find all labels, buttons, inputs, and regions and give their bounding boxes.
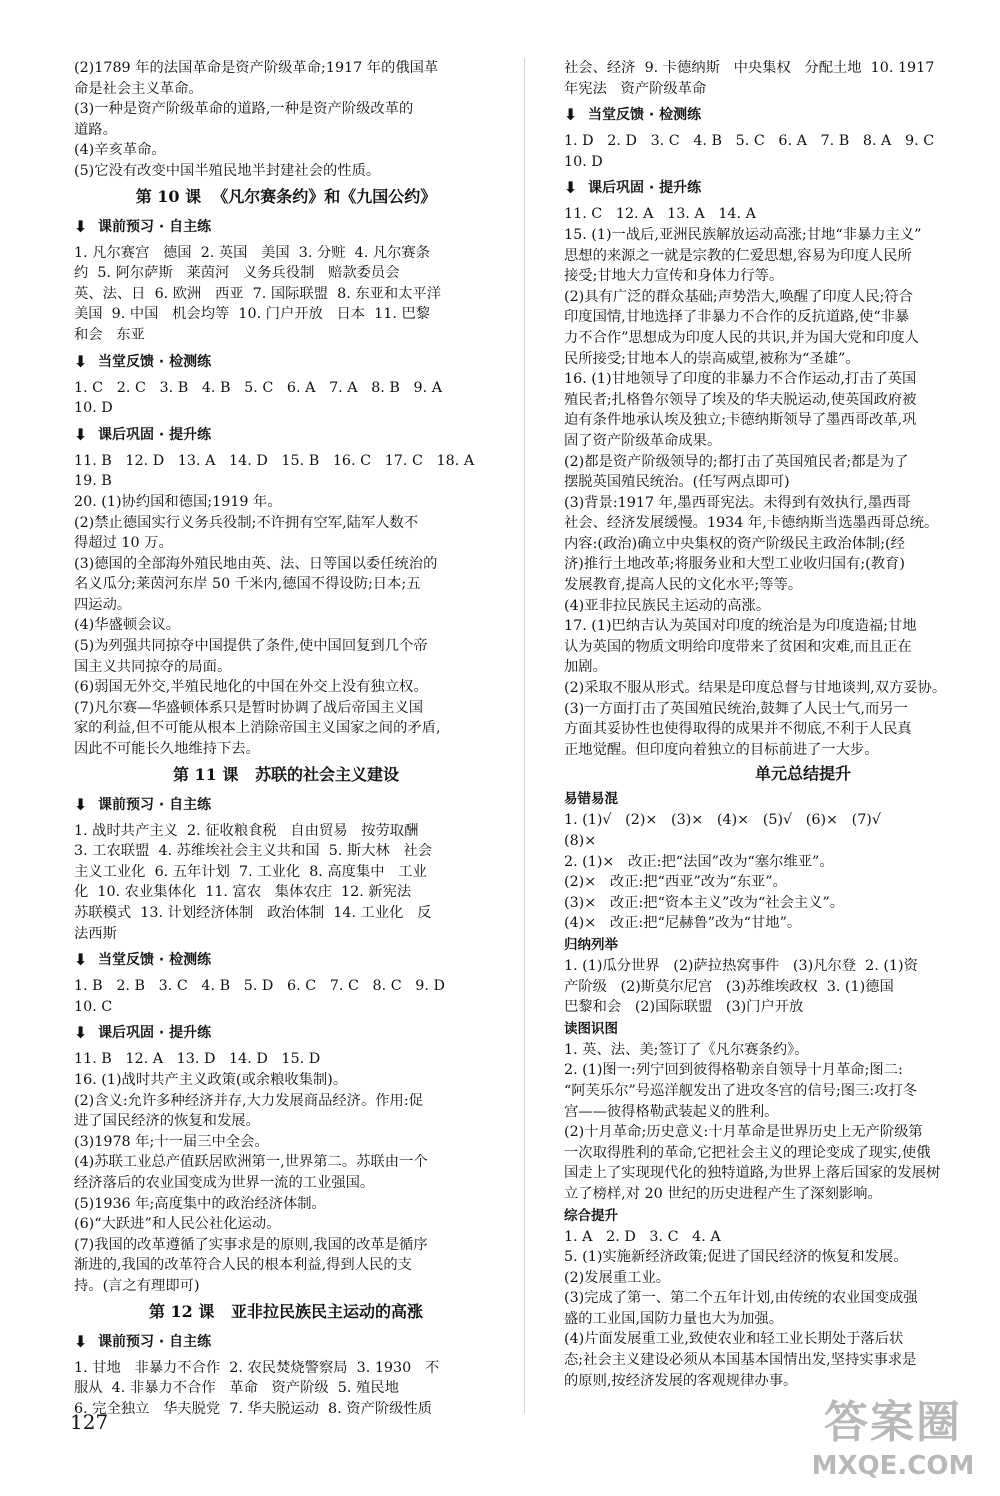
answer-line: (5)为列强共同掠夺中国提供了条件,使中国回复到几个帝 xyxy=(74,638,428,655)
answer-line: 1. 凡尔赛宫 德国 2. 英国 美国 3. 分赃 4. 凡尔赛条 xyxy=(74,244,431,261)
answer-line: 内容:(政治)确立中央集权的资产阶级民主政治体制;(经 xyxy=(564,535,905,552)
section-header-label: 课前预习 · 自主练 xyxy=(98,218,212,235)
answer-line: 和会 东亚 xyxy=(74,326,145,343)
answer-line: 10. D xyxy=(74,400,113,417)
section-header xyxy=(74,421,498,449)
watermark-url: MXQE.COM xyxy=(811,1451,975,1481)
section-header-label: 当堂反馈 · 检测练 xyxy=(588,107,702,124)
answer-line: 主义工业化 6. 五年计划 7. 工业化 8. 高度集中 工业 xyxy=(74,863,427,880)
answer-line: 民所接受;甘地本人的崇高威望,被称为“圣雄”。 xyxy=(564,350,860,367)
answer-line: 1. 甘地 非暴力不合作 2. 农民焚烧警察局 3. 1930 不 xyxy=(74,1359,440,1376)
answer-line: 家的利益,但不可能从根本上消除帝国主义国家之间的矛盾, xyxy=(74,720,441,737)
answer-line: 认为英国的物质文明给印度带来了贫困和灾难,而且正在 xyxy=(564,638,912,655)
answer-line: 正地觉醒。但印度向着独立的目标前进了一大步。 xyxy=(564,741,879,758)
answer-line: (2)十月革命;历史意义:十月革命是世界历史上无产阶级第 xyxy=(564,1124,923,1141)
answer-line: 1. A 2. D 3. C 4. A xyxy=(564,1228,721,1245)
answer-line: 盛的工业国,国防力量也大为加强。 xyxy=(564,1310,783,1327)
subsection-heading: 综合提升 xyxy=(564,1207,618,1224)
answer-line: (3)完成了第一、第二个五年计划,由传统的农业国变成强 xyxy=(564,1290,918,1307)
answer-line: (8)× xyxy=(564,833,597,849)
answer-line: (2)具有广泛的群众基础;声势浩大,唤醒了印度人民;符合 xyxy=(564,288,913,305)
answer-line: 美国 9. 中国 机会均等 10. 门户开放 日本 11. 巴黎 xyxy=(74,306,431,323)
answer-line: 的原则,按经济发展的客观规律办事。 xyxy=(564,1372,798,1389)
right-column xyxy=(564,58,982,1391)
answer-line: (3)德国的全部海外殖民地由英、法、日等国以委任统治的 xyxy=(74,555,438,572)
answer-line: 6. 完全独立 华夫脱党 7. 华夫脱运动 8. 资产阶级性质 xyxy=(74,1400,433,1417)
answer-line: 苏联模式 13. 计划经济体制 政治体制 14. 工业化 反 xyxy=(74,905,432,921)
answer-line: 11. B 12. D 13. A 14. D 15. B 16. C 17. C 18. A xyxy=(74,452,475,469)
down-arrow-icon: ⬇ xyxy=(564,105,578,125)
answer-line: (4)苏联工业总产值跃居欧洲第一,世界第二。苏联由一个 xyxy=(74,1154,428,1171)
answer-line: (3)1978 年;十一届三中全会。 xyxy=(74,1133,269,1150)
answer-line: 2. (1)图一:列宁回到彼得格勒亲自领导十月革命;图二: xyxy=(564,1062,903,1079)
subsection-heading: 易错易混 xyxy=(564,791,618,808)
answer-line: (4)× 改正:把“尼赫鲁”改为“甘地”。 xyxy=(564,915,802,932)
answer-line: 11. B 12. A 13. D 14. D 15. D xyxy=(74,1051,321,1068)
answer-line: 渐进的,我国的改革符合人民的根本利益,得到人民的支 xyxy=(74,1257,412,1274)
answer-line: 国主义共同掠夺的局面。 xyxy=(74,658,232,675)
subsection-heading: 读图识图 xyxy=(564,1020,618,1037)
answer-line: 得超过 10 万。 xyxy=(74,535,173,552)
lesson-title: 第 10 课 《凡尔赛条约》和《九国公约》 xyxy=(135,186,437,206)
down-arrow-icon: ⬇ xyxy=(74,424,88,444)
answer-line: 立了榜样,对 20 世纪的历史进程产生了深刻影响。 xyxy=(564,1185,882,1202)
answer-line: 加剧。 xyxy=(564,659,607,676)
answer-line: 社会、经济 9. 卡德纳斯 中央集权 分配土地 10. 1917 xyxy=(564,60,935,76)
answer-line: 化 10. 农业集体化 11. 富农 集体农庄 12. 新宪法 xyxy=(74,884,412,901)
unit-summary-title: 单元总结提升 xyxy=(754,764,851,784)
watermark-logo xyxy=(798,1395,988,1491)
answer-line: (3)一方面打击了英国殖民统治,鼓舞了人民士气,而另一 xyxy=(564,700,908,717)
answer-line: 发展教育,提高人民的文化水平;等等。 xyxy=(564,577,803,594)
answer-line: 10. C xyxy=(74,998,113,1015)
answer-line: (3)× 改正:把“资本主义”改为“社会主义”。 xyxy=(564,894,845,911)
down-arrow-icon: ⬇ xyxy=(74,351,88,371)
answer-line: 持。(言之有理即可) xyxy=(74,1277,200,1294)
section-header-label: 课后巩固 · 提升练 xyxy=(98,426,212,443)
answer-line: 迫有条件地承认埃及独立;卡德纳斯领导了墨西哥改革,巩 xyxy=(564,412,917,429)
answer-line: 巴黎和会 (2)国际联盟 (3)门户开放 xyxy=(564,999,804,1016)
answer-line: (3)背景:1917 年,墨西哥宪法。未得到有效执行,墨西哥 xyxy=(564,494,911,511)
answer-line: 命是社会主义革命。 xyxy=(74,80,203,97)
lesson-title: 第 12 课 亚非拉民族民主运动的高涨 xyxy=(148,1301,424,1321)
answer-line: (2)1789 年的法国革命是资产阶级革命;1917 年的俄国革 xyxy=(74,60,439,76)
answer-line: (4)辛亥革命。 xyxy=(74,142,166,159)
answer-line: (2)禁止德国实行义务兵役制;不许拥有空军,陆军人数不 xyxy=(74,514,419,531)
answer-line: 1. (1)瓜分世界 (2)萨拉热窝事件 (3)凡尔登 2. (1)资 xyxy=(564,957,918,974)
answer-line: 5. (1)实施新经济政策;促进了国民经济的恢复和发展。 xyxy=(564,1249,908,1266)
answer-line: 接受;甘地大力宣传和身体力行等。 xyxy=(564,268,784,285)
answer-line: 1. C 2. C 3. B 4. B 5. C 6. A 7. A 8. B 9. A xyxy=(74,379,443,396)
answer-line: 印度国情,甘地选择了非暴力不合作的反抗道路,使“非暴 xyxy=(564,309,910,326)
answer-line: 英、法、日 6. 欧洲 西亚 7. 国际联盟 8. 东亚和太平洋 xyxy=(74,285,442,302)
answer-line: 方面其妥协性也使得取得的成果并不彻底,不利于人民真 xyxy=(564,721,912,738)
answer-line: 力不合作”思想成为印度人民的共识,并为国大党和印度人 xyxy=(564,329,919,346)
section-header-label: 课前预习 · 自主练 xyxy=(98,1333,212,1350)
down-arrow-icon: ⬇ xyxy=(74,1023,88,1043)
answer-line: 社会、经济发展缓慢。1934 年,卡德纳斯当选墨西哥总统。 xyxy=(564,515,939,532)
answer-line: 产阶级 (2)斯莫尔尼宫 (3)苏维埃政权 3. (1)德国 xyxy=(564,978,894,995)
answer-line: 1. 英、法、美;签订了《凡尔赛条约》。 xyxy=(564,1041,809,1058)
answer-line: 一次取得胜利的革命,它把社会主义的理论变成了现实,使俄 xyxy=(564,1144,931,1161)
section-header-label: 课后巩固 · 提升练 xyxy=(588,180,702,197)
page-number: 127 xyxy=(70,1410,109,1434)
answer-line: 道路。 xyxy=(74,121,117,138)
left-column xyxy=(74,58,498,1419)
answer-line: 服从 4. 非暴力不合作 革命 资产阶级 5. 殖民地 xyxy=(74,1380,399,1397)
answer-line: 思想的来源之一就是宗教的仁爱思想,容易为印度人民所 xyxy=(564,247,912,264)
answer-line: 名义瓜分;莱茵河东岸 50 千米内,德国不得设防;日本;五 xyxy=(74,576,421,593)
answer-line: 16. (1)甘地领导了印度的非暴力不合作运动,打击了英国 xyxy=(564,371,917,388)
answer-line: (6)“大跃进”和人民公社化运动。 xyxy=(74,1216,281,1233)
down-arrow-icon: ⬇ xyxy=(74,216,88,236)
section-header xyxy=(74,1328,498,1356)
answer-line: “阿芙乐尔”号巡洋舰发出了进攻冬宫的信号;图三:攻打冬 xyxy=(564,1082,918,1099)
answer-line: (3)一种是资产阶级革命的道路,一种是资产阶级改革的 xyxy=(74,101,414,118)
answer-line: 法西斯 xyxy=(74,925,117,942)
answer-line: 10. D xyxy=(564,153,603,170)
section-header xyxy=(74,791,498,819)
answer-line: 1. D 2. D 3. C 4. B 5. C 6. A 7. B 8. A 9. C xyxy=(564,133,935,150)
section-header xyxy=(564,174,982,202)
answer-line: 年宪法 资产阶级革命 xyxy=(564,80,707,97)
answer-line: (2)都是资产阶级领导的;都打击了英国殖民者;都是为了 xyxy=(564,453,909,470)
answer-line: 3. 工农联盟 4. 苏维埃社会主义共和国 5. 斯大林 社会 xyxy=(74,843,433,860)
answer-line: 摆脱英国殖民统治。(任写两点即可) xyxy=(564,474,790,491)
answer-line: 19. B xyxy=(74,473,112,490)
answer-line: 经济落后的农业国变成为世界一流的工业强国。 xyxy=(74,1174,375,1191)
answer-line: 殖民者;扎格鲁尔领导了埃及的华夫脱运动,使英国政府被 xyxy=(564,391,917,408)
section-header xyxy=(74,348,498,376)
answer-line: 20. (1)协约国和德国;1919 年。 xyxy=(74,493,282,510)
answer-line: 16. (1)战时共产主义政策(或余粮收集制)。 xyxy=(74,1071,348,1088)
answer-line: 因此不可能长久地维持下去。 xyxy=(74,741,260,758)
answer-line: 2. (1)× 改正:把“法国”改为“塞尔维亚”。 xyxy=(564,853,834,870)
section-header xyxy=(564,101,982,129)
down-arrow-icon: ⬇ xyxy=(74,1331,88,1351)
answer-line: (7)凡尔赛—华盛顿体系只是暂时协调了战后帝国主义国 xyxy=(74,699,424,716)
section-header xyxy=(74,1019,498,1047)
answer-line: (6)弱国无外交,半殖民地化的中国在外交上没有独立权。 xyxy=(74,679,428,696)
subsection-heading: 归纳列举 xyxy=(564,936,618,953)
section-header-label: 课后巩固 · 提升练 xyxy=(98,1025,212,1042)
watermark-main: 答案圈 xyxy=(824,1397,962,1448)
down-arrow-icon: ⬇ xyxy=(564,178,578,198)
answer-line: 宫——彼得格勒武装起义的胜利。 xyxy=(564,1103,779,1120)
answer-line: 四运动。 xyxy=(74,596,132,613)
answer-line: 17. (1)巴纳吉认为英国对印度的统治是为印度造福;甘地 xyxy=(564,618,917,635)
section-header xyxy=(74,946,498,974)
answer-line: 1. 战时共产主义 2. 征收粮食税 自由贸易 按劳取酬 xyxy=(74,822,419,839)
answer-line: (2)× 改正:把“西亚”改为“东亚”。 xyxy=(564,874,787,891)
section-header-label: 当堂反馈 · 检测练 xyxy=(98,952,212,969)
answer-line: (2)发展重工业。 xyxy=(564,1269,671,1286)
answer-line: (7)我国的改革遵循了实事求是的原则,我国的改革是循序 xyxy=(74,1236,428,1253)
answer-line: (2)含义:允许多种经济并存,大力发展商品经济。作用:促 xyxy=(74,1092,423,1109)
answer-line: 1. B 2. B 3. C 4. B 5. D 6. C 7. C 8. C 9. D xyxy=(74,978,445,995)
section-header xyxy=(74,213,498,241)
answer-line: (4)华盛顿会议。 xyxy=(74,617,181,634)
answer-line: (5)它没有改变中国半殖民地半封建社会的性质。 xyxy=(74,162,381,179)
answer-line: (2)采取不服从形式。结果是印度总督与甘地谈判,双方妥协。 xyxy=(564,680,947,697)
answer-line: 1. (1)√ (2)× (3)× (4)× (5)√ (6)× (7)√ xyxy=(564,812,881,829)
answer-line: 国走上了实现现代化的独特道路,为世界上落后国家的发展树 xyxy=(564,1165,941,1182)
answer-line: 态;社会主义建设必须从本国基本国情出发,坚持实事求是 xyxy=(564,1352,917,1369)
answer-line: 进了国民经济的恢复和发展。 xyxy=(74,1113,260,1130)
answer-line: 固了资产阶级革命成果。 xyxy=(564,432,722,449)
answer-line: 济)推行土地改革;将服务业和大型工业收归国有;(教育) xyxy=(564,556,905,573)
column-divider xyxy=(524,58,525,1413)
answer-line: 11. C 12. A 13. A 14. A xyxy=(564,206,756,223)
section-header-label: 课前预习 · 自主练 xyxy=(98,796,212,813)
down-arrow-icon: ⬇ xyxy=(74,794,88,814)
answer-line: (5)1936 年;高度集中的政治经济体制。 xyxy=(74,1195,326,1212)
answer-line: 15. (1)一战后,亚洲民族解放运动高涨;甘地“非暴力主义” xyxy=(564,226,922,243)
lesson-title: 第 11 课 苏联的社会主义建设 xyxy=(172,764,400,784)
section-header-label: 当堂反馈 · 检测练 xyxy=(98,353,212,370)
answer-line: 约 5. 阿尔萨斯 莱茵河 义务兵役制 赔款委员会 xyxy=(74,265,400,282)
answer-line: (4)片面发展重工业,致使农业和轻工业长期处于落后状 xyxy=(564,1331,904,1348)
down-arrow-icon: ⬇ xyxy=(74,950,88,970)
answer-line: (4)亚非拉民族民主运动的高涨。 xyxy=(564,597,771,614)
